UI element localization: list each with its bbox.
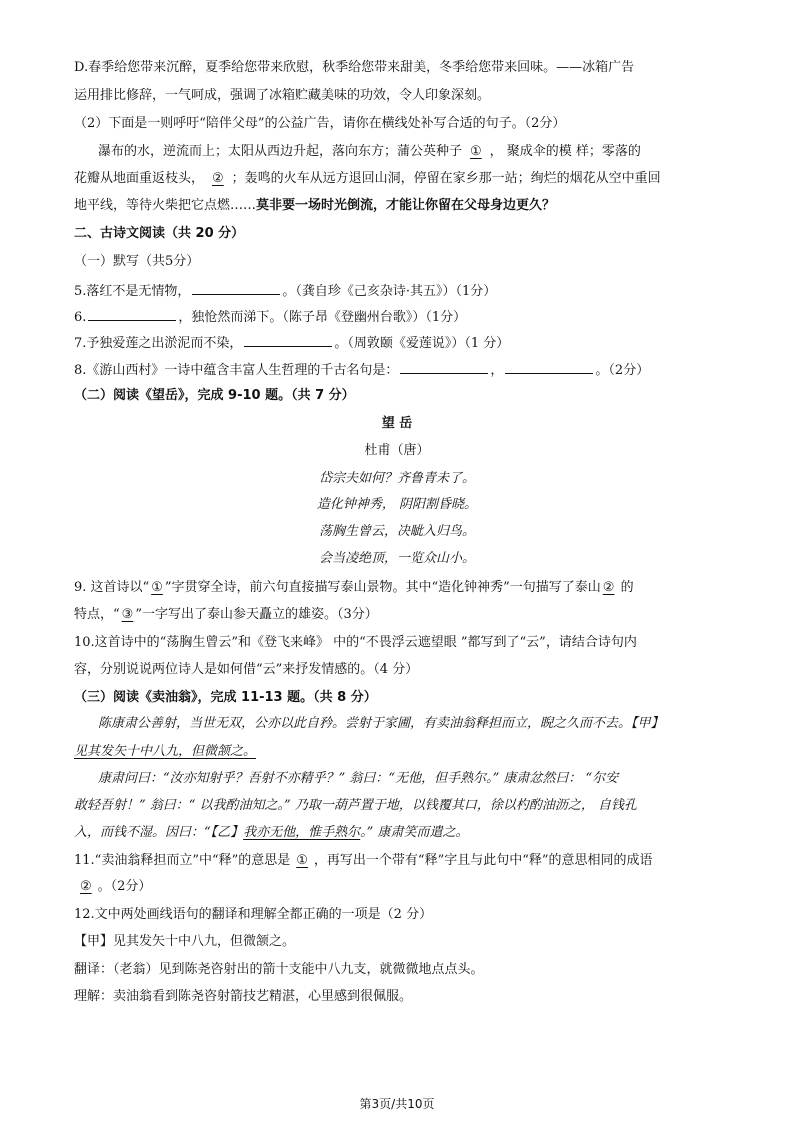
poem-line: 造化钟神秀， 阴阳割昏晓。 xyxy=(316,497,478,512)
text: 。（龚自珍《己亥杂诗·其五》）（1分） xyxy=(282,284,497,299)
text: 特点，“ xyxy=(74,607,120,622)
question-9-line2 xyxy=(74,605,378,625)
text: ”字贯穿全诗，前六句直接描写泰山景物。其中“造化钟神秀”一句描写了泰山 xyxy=(164,580,601,595)
text: 5.落红不是无情物， xyxy=(74,284,191,299)
ad-para-line2 xyxy=(74,169,661,189)
subsection-3-heading: （三）阅读《卖油翁》，完成 11-13 题。（共 8 分） xyxy=(74,690,377,705)
text: 。（2分） xyxy=(97,879,152,894)
answer-blank[interactable] xyxy=(88,306,176,321)
text: 地平线，等待火柴把它点燃…… xyxy=(74,198,257,213)
option-d-line2: 运用排比修辞，一气呵成，强调了冰箱贮藏美味的功效，令人印象深刻。 xyxy=(74,88,491,103)
poem-line: 岱宗夫如何？齐鲁青未了。 xyxy=(318,471,475,486)
answer-blank[interactable] xyxy=(505,359,593,374)
text: 。” 康肃笑而遣之。 xyxy=(360,825,469,840)
question-11-line1 xyxy=(74,851,653,871)
poem-line: 荡胸生曾云，决眦入归鸟。 xyxy=(318,524,475,539)
text: ，独怆然而涕下。（陈子昂《登幽州台歌》）（1分） xyxy=(178,310,467,325)
question-6 xyxy=(74,306,466,328)
blank-marker-3: ③ xyxy=(121,607,134,622)
page-number: 第3页/共10页 xyxy=(359,1097,435,1111)
passage-line xyxy=(74,742,256,762)
answer-blank[interactable] xyxy=(192,280,280,295)
question-9-line1 xyxy=(74,578,634,598)
subsection-1-heading: （一）默写（共5分） xyxy=(74,254,200,269)
question-12-quote: 【甲】见其发矢十中八九，但微颔之。 xyxy=(74,934,296,949)
question-8 xyxy=(74,359,649,381)
question-11-line2 xyxy=(74,877,151,897)
blank-marker-1: ① xyxy=(296,853,308,868)
passage-line xyxy=(74,823,468,843)
blank-marker-1: ① xyxy=(151,580,163,595)
text: 的 xyxy=(616,580,634,595)
question-12: 12.文中两处画线语句的翻译和理解全都正确的一项是（2 分） xyxy=(74,907,433,922)
ad-closing-question: 莫非要一场时光倒流，才能让你留在父母身边更久？ xyxy=(256,198,556,213)
text: 9. 这首诗以“ xyxy=(74,580,150,595)
underlined-sentence-jia: 见其发矢十中八九，但微颔之。 xyxy=(74,744,257,759)
passage-line: 康肃问曰：“汝亦知射乎？吾射不亦精乎？” 翁曰：“无他，但手熟尔。” 康肃忿然曰： “尔安 xyxy=(98,771,619,786)
answer-blank[interactable] xyxy=(400,359,488,374)
text: ；轰鸣的火车从远方退回山洞，停留在家乡那一站；绚烂的烟花从空中重回 xyxy=(231,171,661,186)
question-12-translation: 翻译：（老翁）见到陈尧咨射出的箭十支能中八九支，就微微地点点头。 xyxy=(74,962,484,977)
text: 7.予独爱莲之出淤泥而不染， xyxy=(74,336,243,351)
underlined-sentence-yi: 我亦无他，惟手熟尔 xyxy=(243,825,361,840)
passage-line: 陈康肃公善射，当世无双，公亦以此自矜。尝射于家圃，有卖油翁释担而立，睨之久而不去。【甲】 xyxy=(98,716,664,731)
poem-line: 会当凌绝顶，一览众山小。 xyxy=(318,551,475,566)
blank-marker-2: ② xyxy=(212,171,224,186)
blank-marker-1: ① xyxy=(470,144,482,159)
text: 6. xyxy=(74,310,87,325)
passage-line: 敢轻吾射！” 翁曰：“ 以我酌油知之。” 乃取一葫芦置于地，以钱覆其口，徐以杓酌油沥之， 自钱孔 xyxy=(74,798,637,813)
text: 8.《游山西村》一诗中蕴含丰富人生哲理的千古名句是： xyxy=(74,363,399,378)
option-d-line1: D.春季给您带来沉醉，夏季给您带来欣慰，秋季给您带来甜美，冬季给您带来回味。——冰箱广告 xyxy=(74,60,635,75)
question-7 xyxy=(74,332,509,354)
poem-title: 望 岳 xyxy=(381,416,413,431)
text: 。（周敦颐《爱莲说》）（1 分） xyxy=(334,336,510,351)
ad-para-line3 xyxy=(74,196,555,216)
question-2: （2）下面是一则呼吁“陪伴父母”的公益广告，请你在横线处补写合适的句子。（2分） xyxy=(74,116,566,131)
section-2-heading: 二、古诗文阅读（共 20 分） xyxy=(74,226,245,241)
text: 11.“卖油翁释担而立”中“释”的意思是 xyxy=(74,853,291,868)
ad-para-line1 xyxy=(98,142,641,162)
subsection-2-heading: （二）阅读《望岳》，完成 9-10 题。（共 7 分） xyxy=(74,388,355,403)
question-5 xyxy=(74,280,496,302)
text: ， 聚成伞的模 样；零落的 xyxy=(489,144,641,159)
text: 花瓣从地面重返枝头， xyxy=(74,171,205,186)
question-12-understanding: 理解：卖油翁看到陈尧咨射箭技艺精湛，心里感到很佩服。 xyxy=(74,989,413,1004)
answer-blank[interactable] xyxy=(244,332,332,347)
text: 瀑布的水，逆流而上；太阳从西边升起，落向东方；蒲公英种子 xyxy=(98,144,463,159)
blank-marker-2: ② xyxy=(602,580,615,595)
text: ， xyxy=(490,363,504,378)
text: 。（2分） xyxy=(595,363,650,378)
question-10-line1: 10.这首诗中的“荡胸生曾云”和《登飞来峰》 中的“不畏浮云遮望眼 ”都写到了“云”，请结合诗句内 xyxy=(74,635,637,650)
blank-marker-2: ② xyxy=(80,879,92,894)
text: ”一字写出了泰山参天矗立的雄姿。（3分） xyxy=(135,607,378,622)
question-10-line2: 容，分别说说两位诗人是如何借“云”来抒发情感的。（4 分） xyxy=(74,662,419,677)
poem-author: 杜甫（唐） xyxy=(364,443,430,458)
text: ，再写出一个带有“释”字且与此句中“释”的意思相同的成语 xyxy=(313,853,653,868)
text: 入，而钱不湿。因曰：“【乙】 xyxy=(74,825,244,840)
